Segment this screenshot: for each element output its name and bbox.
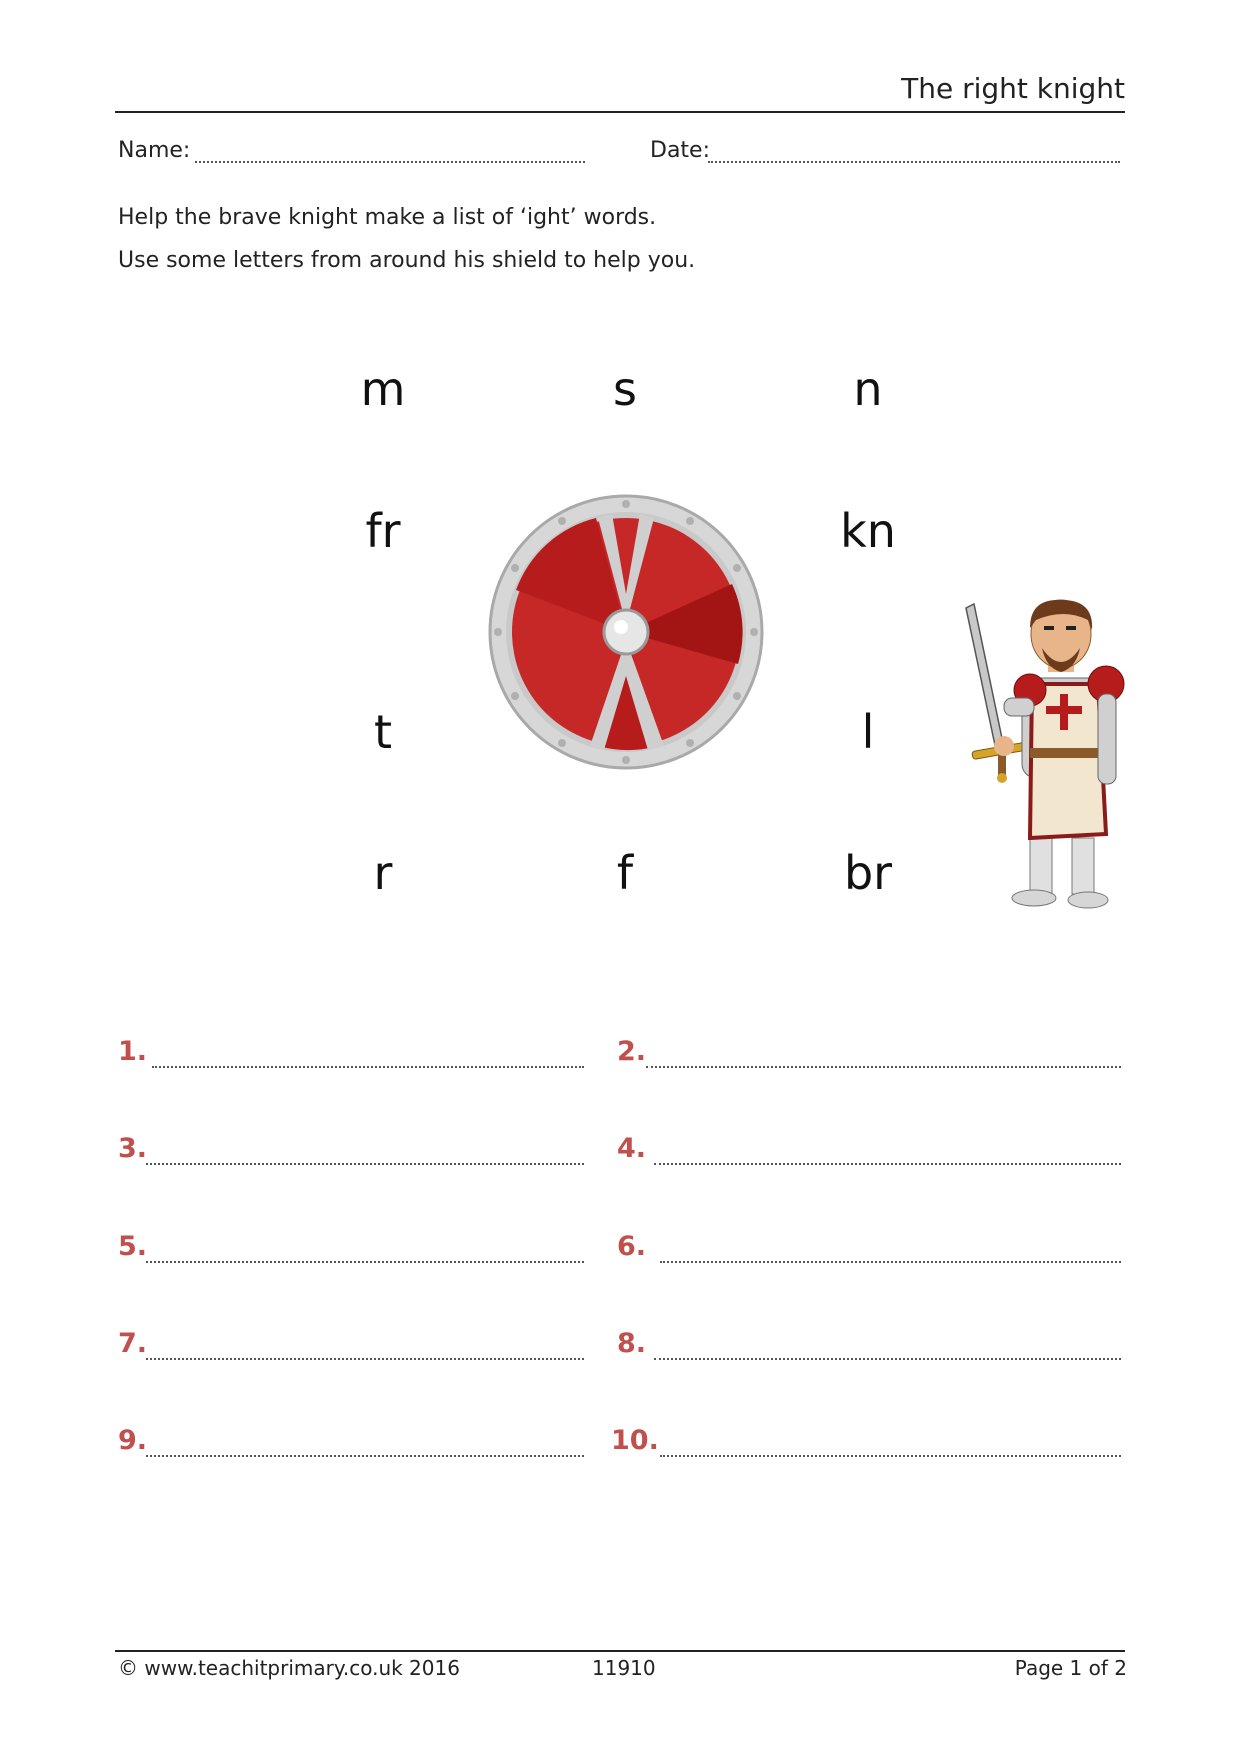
letter-f: f <box>616 846 634 900</box>
name-label: Name: <box>118 138 191 163</box>
letter-l: l <box>861 705 875 759</box>
letter-m: m <box>360 362 406 416</box>
letter-n: n <box>853 362 883 416</box>
answer-number: 1. <box>118 1036 148 1067</box>
date-field[interactable] <box>708 161 1120 163</box>
shield-icon <box>488 494 764 770</box>
answer-line[interactable] <box>146 1455 584 1457</box>
instruction-line-2: Use some letters from around his shield to help you. <box>118 248 696 273</box>
answer-line[interactable] <box>152 1066 584 1068</box>
answer-line[interactable] <box>660 1455 1121 1457</box>
letter-t: t <box>373 705 393 759</box>
letter-r: r <box>373 846 393 900</box>
answer-number: 3. <box>118 1133 148 1164</box>
footer-code: 11910 <box>592 1656 656 1680</box>
header-rule <box>115 111 1125 113</box>
footer-page: Page 1 of 2 <box>1014 1656 1127 1680</box>
answer-number: 9. <box>118 1425 148 1456</box>
footer-copyright: © www.teachitprimary.co.uk 2016 <box>118 1656 460 1680</box>
answer-number: 6. <box>617 1231 647 1262</box>
page-title: The right knight <box>901 72 1125 105</box>
answer-line[interactable] <box>654 1163 1121 1165</box>
letter-s: s <box>613 362 637 416</box>
answer-number: 7. <box>118 1328 148 1359</box>
letter-fr: fr <box>365 504 401 558</box>
answer-number: 5. <box>118 1231 148 1262</box>
answer-line[interactable] <box>146 1261 584 1263</box>
answer-number: 8. <box>617 1328 647 1359</box>
answer-number: 2. <box>617 1036 647 1067</box>
answer-number: 10. <box>611 1425 659 1456</box>
answer-number: 4. <box>617 1133 647 1164</box>
letter-kn: kn <box>840 504 896 558</box>
answer-line[interactable] <box>660 1261 1121 1263</box>
answer-line[interactable] <box>146 1163 584 1165</box>
letter-br: br <box>843 846 893 900</box>
answer-line[interactable] <box>654 1358 1121 1360</box>
name-field[interactable] <box>195 161 585 163</box>
answer-line[interactable] <box>146 1358 584 1360</box>
footer-rule <box>115 1650 1125 1652</box>
answer-line[interactable] <box>646 1066 1121 1068</box>
knight-illustration <box>960 598 1130 910</box>
instruction-line-1: Help the brave knight make a list of ‘ight’ words. <box>118 205 657 230</box>
date-label: Date: <box>650 138 710 163</box>
